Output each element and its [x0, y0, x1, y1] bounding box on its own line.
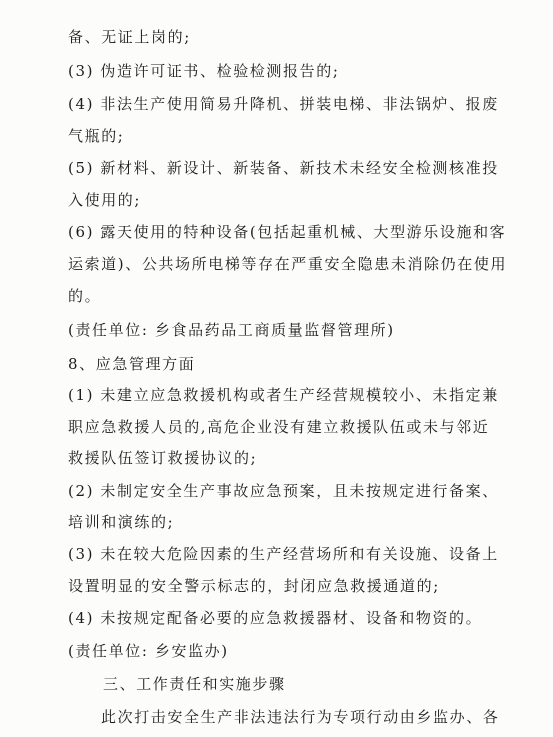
- document-line: 入使用的;: [68, 190, 142, 209]
- document-line: (6) 露天使用的特种设备(包括起重机械、大型游乐设施和客: [68, 223, 507, 242]
- document-line: 培训和演练的;: [68, 513, 175, 532]
- document-line: (3) 伪造许可证书、检验检测报告的;: [68, 62, 340, 81]
- section-heading: 8、应急管理方面: [68, 354, 196, 373]
- document-line: 气瓶的;: [68, 127, 125, 146]
- document-line: 职应急救援人员的,高危企业没有建立救援队伍或未与邻近: [68, 418, 490, 437]
- section-heading: 三、工作责任和实施步骤: [103, 675, 286, 694]
- document-line: (1) 未建立应急救援机构或者生产经营规模较小、未指定兼: [68, 385, 499, 404]
- document-line: (4) 非法生产使用简易升降机、拼装电梯、非法锅炉、报废: [68, 95, 499, 114]
- document-line: 此次打击安全生产非法违法行为专项行动由乡监办、各: [101, 708, 500, 726]
- document-line: (4) 未按规定配备必要的应急救援器材、设备和物资的。: [68, 608, 483, 627]
- document-line: (责任单位: 乡安监办): [68, 642, 229, 661]
- document-line: (5) 新材料、新设计、新装备、新技术未经安全检测核准投: [68, 159, 499, 178]
- document-line: 备、无证上岗的;: [68, 28, 191, 46]
- document-line: 的。: [68, 286, 102, 305]
- document-line: (3) 未在较大危险因素的生产经营场所和有关设施、设备上: [68, 545, 499, 564]
- document-line: 运索道)、公共场所电梯等存在严重安全隐患未消除仍在使用: [68, 254, 508, 273]
- document-line: (责任单位: 乡食品药品工商质量监督管理所): [68, 321, 395, 340]
- document-line: (2) 未制定安全生产事故应急预案，且未按规定进行备案、: [68, 482, 499, 501]
- document-line: 设置明显的安全警示标志的，封闭应急救援通道的;: [68, 576, 440, 595]
- document-line: 救援队伍签订救援协议的;: [68, 448, 258, 467]
